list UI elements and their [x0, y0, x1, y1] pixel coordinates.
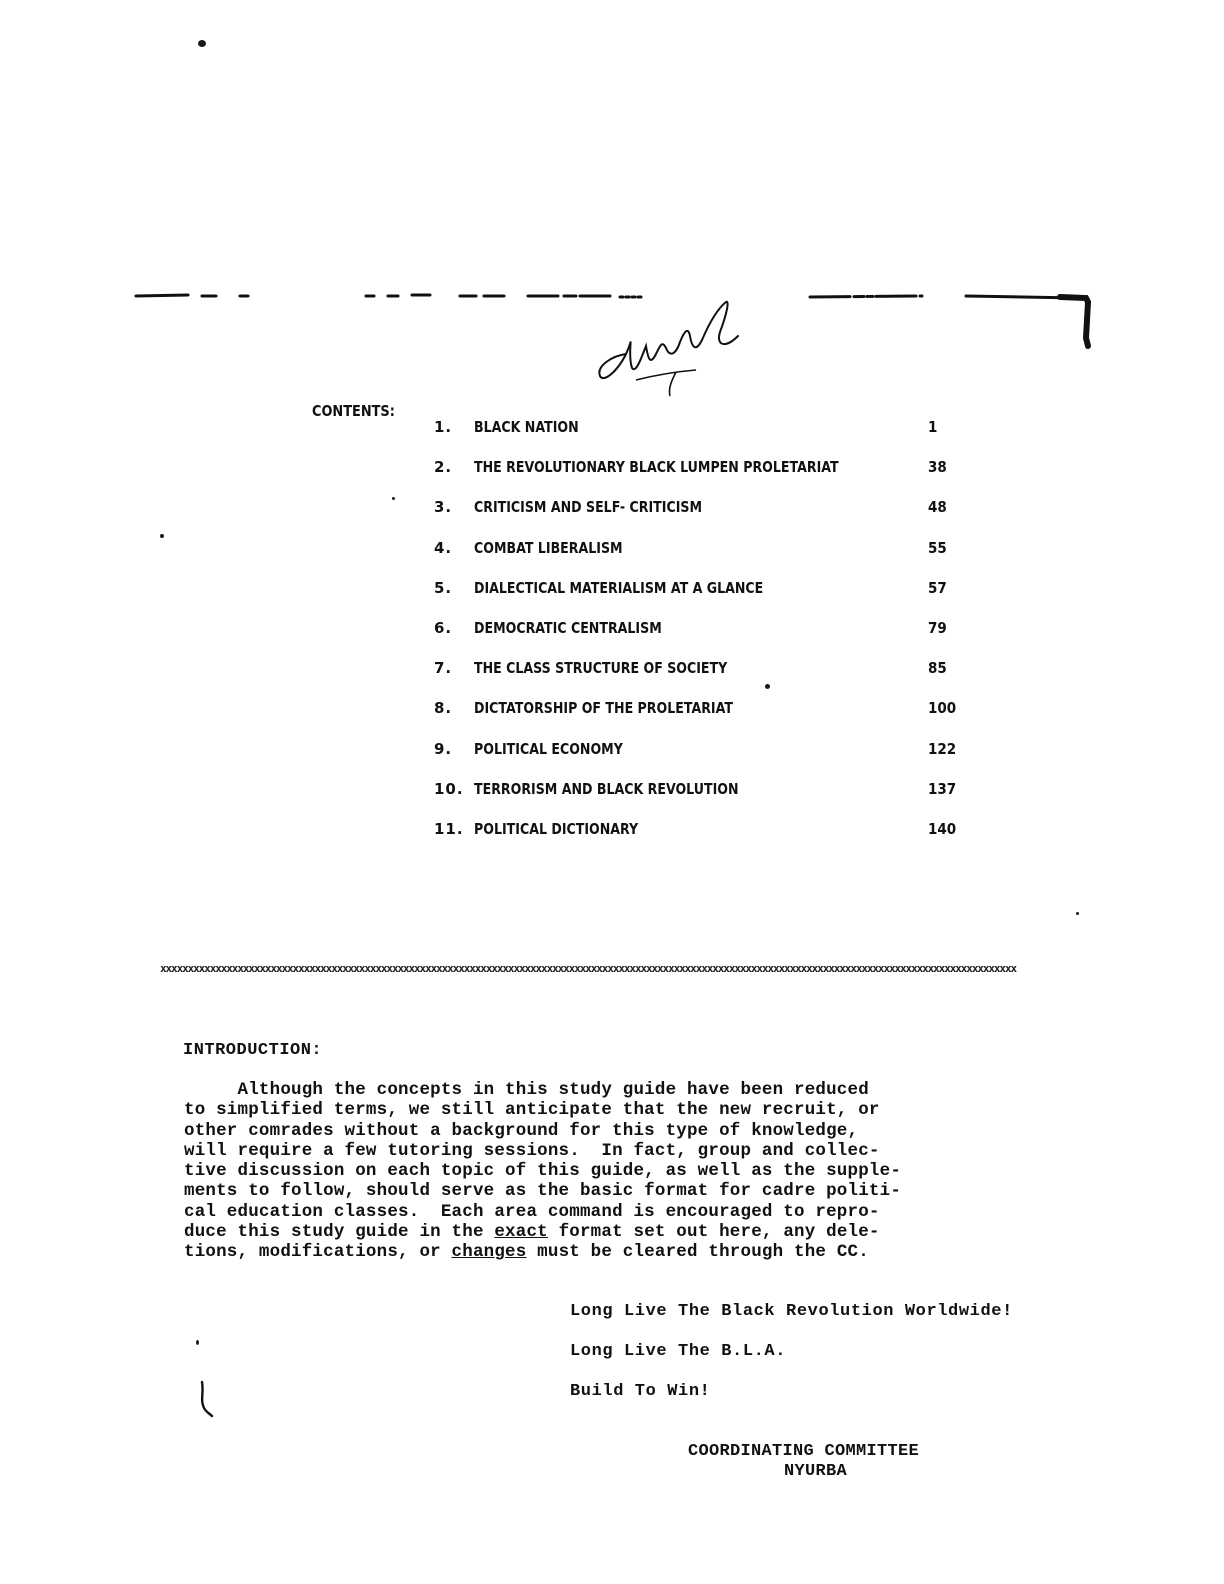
toc-entry-number: 6.: [434, 618, 453, 637]
scan-speck: [392, 497, 395, 500]
toc-entry-page: 55: [928, 538, 947, 557]
toc-entry-page: 57: [928, 578, 947, 597]
introduction-line: [184, 1222, 1044, 1242]
toc-entry: [434, 740, 994, 780]
toc-entry: [434, 539, 994, 579]
toc-entry-number: 9.: [434, 739, 453, 758]
introduction-line: cal education classes. Each area command is encouraged to repro-: [184, 1201, 880, 1222]
underlined-word: exact: [494, 1222, 548, 1243]
toc-entry-page: 137: [928, 779, 957, 798]
table-of-contents: [434, 418, 994, 860]
underlined-word: changes: [451, 1242, 527, 1263]
introduction-heading: INTRODUCTION:: [183, 1041, 323, 1060]
toc-entry-number: 7.: [434, 659, 453, 678]
introduction-line: tive discussion on each topic of this guide, as well as the supple-: [184, 1161, 902, 1182]
introduction-line: will require a few tutoring sessions. In fact, group and collec-: [184, 1140, 880, 1161]
scan-speck: [196, 1340, 199, 1345]
contents-heading: CONTENTS:: [312, 402, 395, 420]
introduction-text: tions, modifications, or: [184, 1242, 452, 1263]
toc-entry-number: 2.: [434, 458, 453, 477]
toc-entry-number: 4.: [434, 538, 453, 557]
toc-entry-number: 5.: [434, 578, 453, 597]
toc-entry-page: 85: [928, 659, 947, 678]
handwritten-signature: [592, 296, 752, 406]
introduction-line: ments to follow, should serve as the basic format for cadre politi-: [184, 1181, 902, 1202]
toc-entry-number: 1.: [434, 418, 453, 436]
margin-pen-mark: [196, 1378, 216, 1418]
introduction-text: duce this study guide in the: [184, 1222, 495, 1243]
toc-entry-page: 100: [928, 699, 957, 718]
toc-entry: [434, 619, 994, 659]
toc-entry: [434, 498, 994, 538]
toc-entry-page: 1: [928, 418, 938, 436]
signoff-committee: COORDINATING COMMITTEE: [688, 1442, 920, 1461]
toc-entry: [434, 659, 994, 699]
toc-entry-page: 122: [928, 739, 957, 758]
scan-speck: [1076, 912, 1079, 915]
toc-entry-title: BLACK NATION: [474, 418, 579, 436]
introduction-line: other comrades without a background for this type of knowledge,: [184, 1120, 859, 1141]
signoff-location: NYURBA: [784, 1462, 848, 1481]
slogan-block: [570, 1302, 1013, 1422]
toc-entry: [434, 699, 994, 739]
toc-entry-number: 8.: [434, 699, 453, 718]
toc-entry-page: 48: [928, 498, 947, 517]
introduction-line: Although the concepts in this study guide have been reduced: [184, 1080, 869, 1100]
toc-entry-number: 10.: [434, 779, 464, 798]
slogan-line: Long Live The Black Revolution Worldwide!: [570, 1302, 1013, 1321]
toc-entry: [434, 418, 994, 458]
toc-entry-title: DICTATORSHIP OF THE PROLETARIAT: [474, 699, 733, 718]
toc-entry: [434, 579, 994, 619]
toc-entry-title: DIALECTICAL MATERIALISM AT A GLANCE: [474, 578, 764, 597]
toc-entry-title: CRITICISM AND SELF- CRITICISM: [474, 498, 703, 517]
introduction-text: format set out here, any dele-: [547, 1222, 880, 1243]
scan-speck: [198, 40, 206, 47]
toc-entry: [434, 458, 994, 498]
introduction-line: to simplified terms, we still anticipate that the new recruit, or: [184, 1100, 880, 1121]
toc-entry-title: DEMOCRATIC CENTRALISM: [474, 618, 662, 637]
toc-entry-title: THE CLASS STRUCTURE OF SOCIETY: [474, 659, 728, 678]
introduction-paragraph: [184, 1080, 1044, 1263]
toc-entry: [434, 820, 994, 860]
scan-speck: [160, 534, 164, 538]
slogan-line: Long Live The B.L.A.: [570, 1342, 787, 1361]
toc-entry-title: TERRORISM AND BLACK REVOLUTION: [474, 779, 739, 798]
toc-entry-title: POLITICAL ECONOMY: [474, 739, 623, 758]
introduction-line: [184, 1242, 1044, 1262]
toc-entry: [434, 780, 994, 820]
signoff-block: [688, 1442, 968, 1482]
toc-entry-page: 79: [928, 618, 947, 637]
toc-entry-title: THE REVOLUTIONARY BLACK LUMPEN PROLETARIAT: [474, 458, 839, 477]
introduction-text: must be cleared through the CC.: [526, 1242, 869, 1263]
slogan-line: Build To Win!: [570, 1382, 711, 1401]
x-divider-line: xxxxxxxxxxxxxxxxxxxxxxxxxxxxxxxxxxxxxxxxxxxxxxxxxxxxxxxxxxxxxxxxxxxxxxxxxxxxxxxxxxxxxxxxxxxxxxxxxxxxxxxxxxxxxxxxxxxxxxxxxxxxxxxxxxxxxxxxxxxxxxxxxxxxxxxxxxx: [160, 962, 1016, 975]
toc-entry-page: 140: [928, 819, 957, 838]
toc-entry-page: 38: [928, 458, 947, 477]
toc-entry-title: COMBAT LIBERALISM: [474, 538, 623, 557]
toc-entry-title: POLITICAL DICTIONARY: [474, 819, 639, 838]
toc-entry-number: 11.: [434, 819, 464, 838]
toc-entry-number: 3.: [434, 498, 453, 517]
